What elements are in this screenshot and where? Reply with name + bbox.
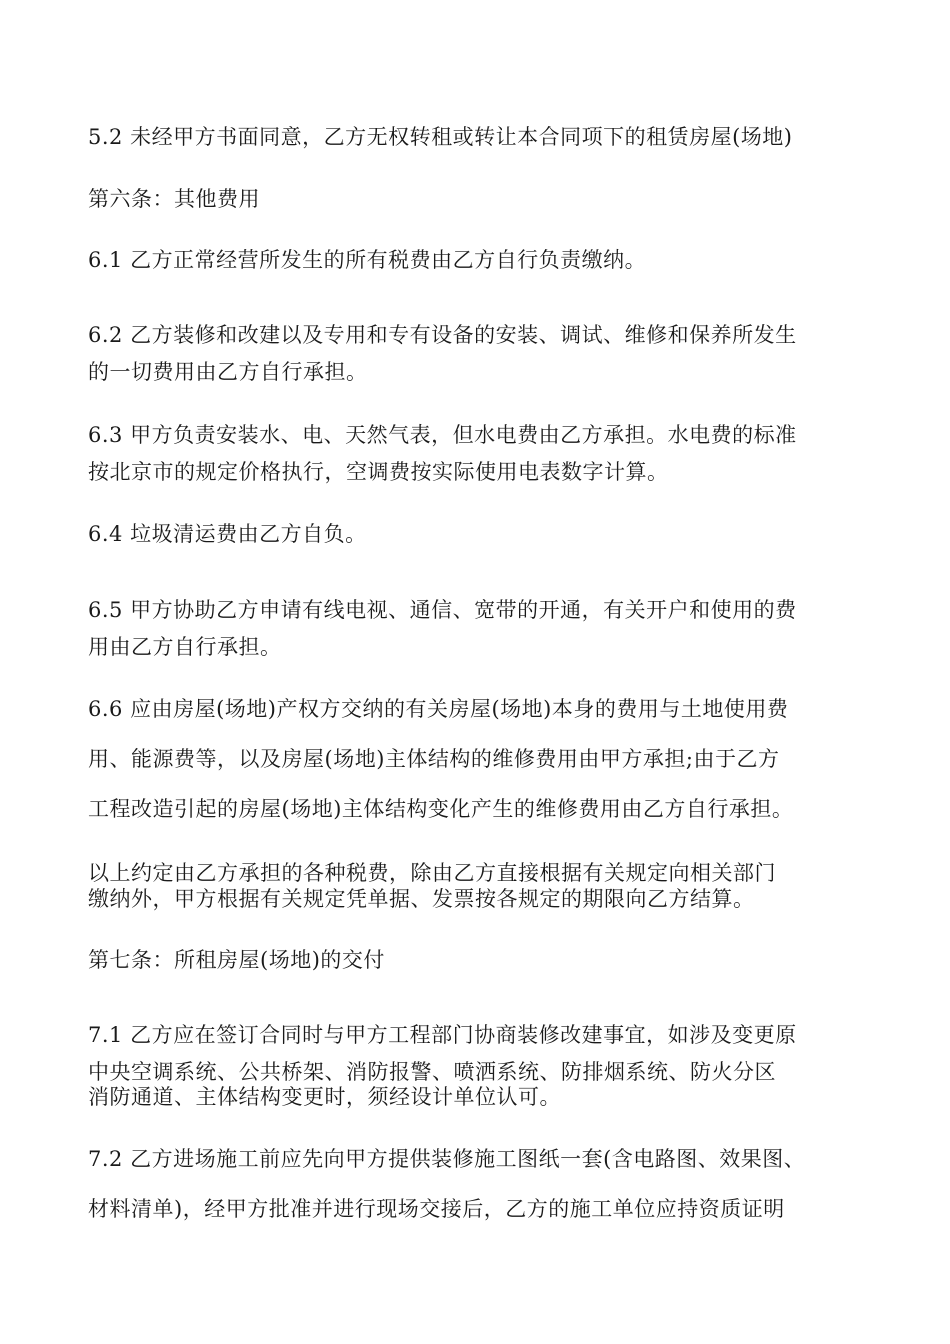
- text-line-6-6-cont-2: 工程改造引起的房屋(场地)主体结构变化产生的维修费用由乙方自行承担。: [88, 797, 794, 821]
- text-line-6-6: 6.6 应由房屋(场地)产权方交纳的有关房屋(场地)本身的费用与土地使用费: [88, 697, 789, 721]
- text-line-6-3: 6.3 甲方负责安装水、电、天然气表，但水电费由乙方承担。水电费的标准: [88, 423, 797, 447]
- text-line-5-2: 5.2 未经甲方书面同意，乙方无权转租或转让本合同项下的租赁房屋(场地): [88, 125, 793, 149]
- text-line-7-2: 7.2 乙方进场施工前应先向甲方提供装修施工图纸一套(含电路图、效果图、: [88, 1147, 806, 1171]
- text-line-tax-note-cont: 缴纳外，甲方根据有关规定凭单据、发票按各规定的期限向乙方结算。: [88, 887, 755, 911]
- text-line-tax-note: 以上约定由乙方承担的各种税费，除由乙方直接根据有关规定向相关部门: [88, 861, 776, 885]
- text-line-6-3-cont: 按北京市的规定价格执行，空调费按实际使用电表数字计算。: [88, 460, 669, 484]
- text-line-7-1: 7.1 乙方应在签订合同时与甲方工程部门协商装修改建事宜，如涉及变更原: [88, 1023, 797, 1047]
- text-line-6-2: 6.2 乙方装修和改建以及专用和专有设备的安装、调试、维修和保养所发生: [88, 323, 797, 347]
- text-line-7-1-cont-1: 中央空调系统、公共桥架、消防报警、喷洒系统、防排烟系统、防火分区: [88, 1060, 776, 1084]
- text-line-6-2-cont: 的一切费用由乙方自行承担。: [88, 360, 368, 384]
- text-line-7-1-cont-2: 消防通道、主体结构变更时，须经设计单位认可。: [88, 1085, 561, 1109]
- text-line-6-1: 6.1 乙方正常经营所发生的所有税费由乙方自行负责缴纳。: [88, 248, 647, 272]
- heading-article-6: 第六条：其他费用: [88, 187, 260, 211]
- heading-article-7: 第七条：所租房屋(场地)的交付: [88, 948, 385, 972]
- text-line-6-6-cont-1: 用、能源费等，以及房屋(场地)主体结构的维修费用由甲方承担;由于乙方: [88, 747, 780, 771]
- text-line-6-5-cont: 用由乙方自行承担。: [88, 635, 282, 659]
- text-line-7-2-cont: 材料清单)，经甲方批准并进行现场交接后，乙方的施工单位应持资质证明: [88, 1197, 785, 1221]
- text-line-6-4: 6.4 垃圾清运费由乙方自负。: [88, 522, 367, 546]
- text-line-6-5: 6.5 甲方协助乙方申请有线电视、通信、宽带的开通，有关开户和使用的费: [88, 598, 797, 622]
